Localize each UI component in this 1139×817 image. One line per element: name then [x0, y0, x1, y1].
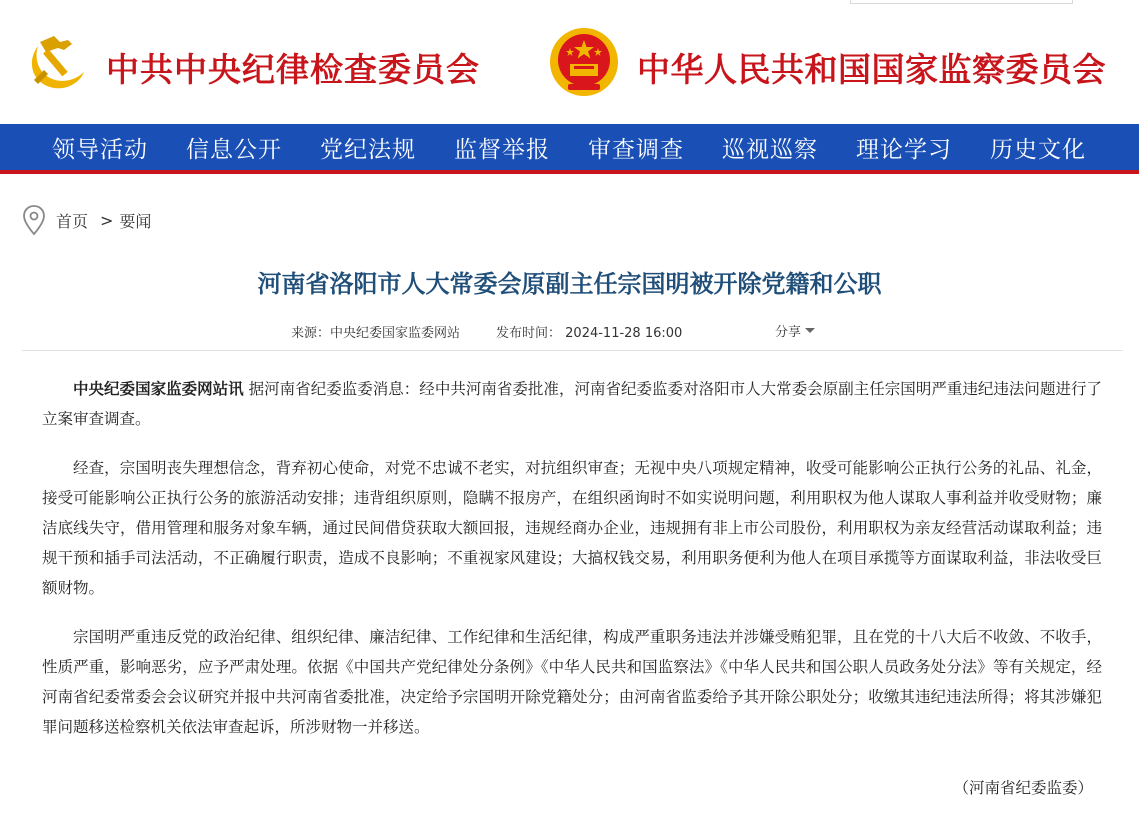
- nav-item-history[interactable]: 历史文化: [990, 136, 1086, 163]
- nav-item-leadership[interactable]: 领导活动: [52, 136, 148, 163]
- nav-item-investigation[interactable]: 审查调查: [588, 136, 684, 163]
- share-label[interactable]: 分享: [775, 325, 802, 340]
- paragraph-1: [42, 374, 1102, 434]
- lead-strong: 中央纪委国家监委网站讯: [73, 380, 244, 398]
- article-body: [42, 374, 1102, 761]
- breadcrumb-separator: >: [100, 210, 114, 230]
- paragraph-3: 宗国明严重违反党的政治纪律、组织纪律、廉洁纪律、工作纪律和生活纪律，构成严重职务违法并涉嫌受贿犯罪，且在党的十八大后不收敛、不收手，性质严重，影响恶劣，应予严肃处理。依据《中国共产党纪律处分条例》《中华人民共和国监察法》《中华人民共和国公职人员政务处分法》等有关规定，经河南省纪委常委会会议研究并报中共河南省委批准，决定给予宗国明开除党籍处分；由河南省监委给予其开除公职处分；收缴其违纪违法所得；将其涉嫌犯罪问题移送检察机关依法审查起诉，所涉财物一并移送。: [42, 628, 1102, 736]
- location-pin-icon: [22, 204, 46, 236]
- nav-item-theory[interactable]: 理论学习: [856, 136, 952, 163]
- hammer-sickle-icon: [24, 28, 90, 94]
- breadcrumb-home[interactable]: 首页: [56, 211, 89, 231]
- article-title: 河南省洛阳市人大常委会原副主任宗国明被开除党籍和公职: [257, 270, 882, 298]
- nav-item-inspection[interactable]: 巡视巡察: [722, 136, 818, 163]
- article-publish-time: 发布时间： 2024-11-28 16:00: [496, 326, 683, 341]
- main-nav: [0, 124, 1139, 170]
- article-source: 来源：中央纪委国家监委网站: [291, 326, 461, 341]
- nav-item-regulations[interactable]: 党纪法规: [320, 136, 416, 163]
- national-emblem-icon: [548, 26, 620, 98]
- nav-divider: [0, 170, 1139, 174]
- site-header: [0, 0, 1139, 124]
- nav-item-info[interactable]: 信息公开: [186, 136, 282, 163]
- ccdi-title[interactable]: 中共中央纪律检查委员会: [106, 50, 480, 89]
- article-signature: （河南省纪委监委）: [953, 779, 1093, 797]
- nsc-title[interactable]: 中华人民共和国国家监察委员会: [637, 50, 1106, 89]
- share-dropdown[interactable]: [775, 321, 815, 340]
- nav-item-report[interactable]: 监督举报: [454, 136, 550, 163]
- article-meta: [291, 322, 718, 341]
- paragraph-1-text: 据河南省纪委监委消息：经中共河南省委批准，河南省纪委监委对洛阳市人大常委会原副主任宗国明严重违纪违法问题进行了立案审查调查。: [42, 380, 1102, 428]
- caret-down-icon: [805, 328, 815, 333]
- meta-divider: [22, 350, 1123, 351]
- breadcrumb-current[interactable]: 要闻: [119, 211, 152, 231]
- paragraph-2: 经查，宗国明丧失理想信念，背弃初心使命，对党不忠诚不老实，对抗组织审查；无视中央八项规定精神，收受可能影响公正执行公务的礼品、礼金，接受可能影响公正执行公务的旅游活动安排；违背组织原则，隐瞒不报房产，在组织函询时不如实说明问题，利用职权为他人谋取人事利益并收受财物；廉洁底线失守，借用管理和服务对象车辆，通过民间借贷获取大额回报，违规经商办企业，违规拥有非上市公司股份，利用职权为亲友经营活动谋取利益；违规干预和插手司法活动，不正确履行职责，造成不良影响；不重视家风建设；大搞权钱交易，利用职务便利为他人在项目承揽等方面谋取利益，非法收受巨额财物。: [42, 459, 1102, 597]
- breadcrumb: [22, 204, 151, 236]
